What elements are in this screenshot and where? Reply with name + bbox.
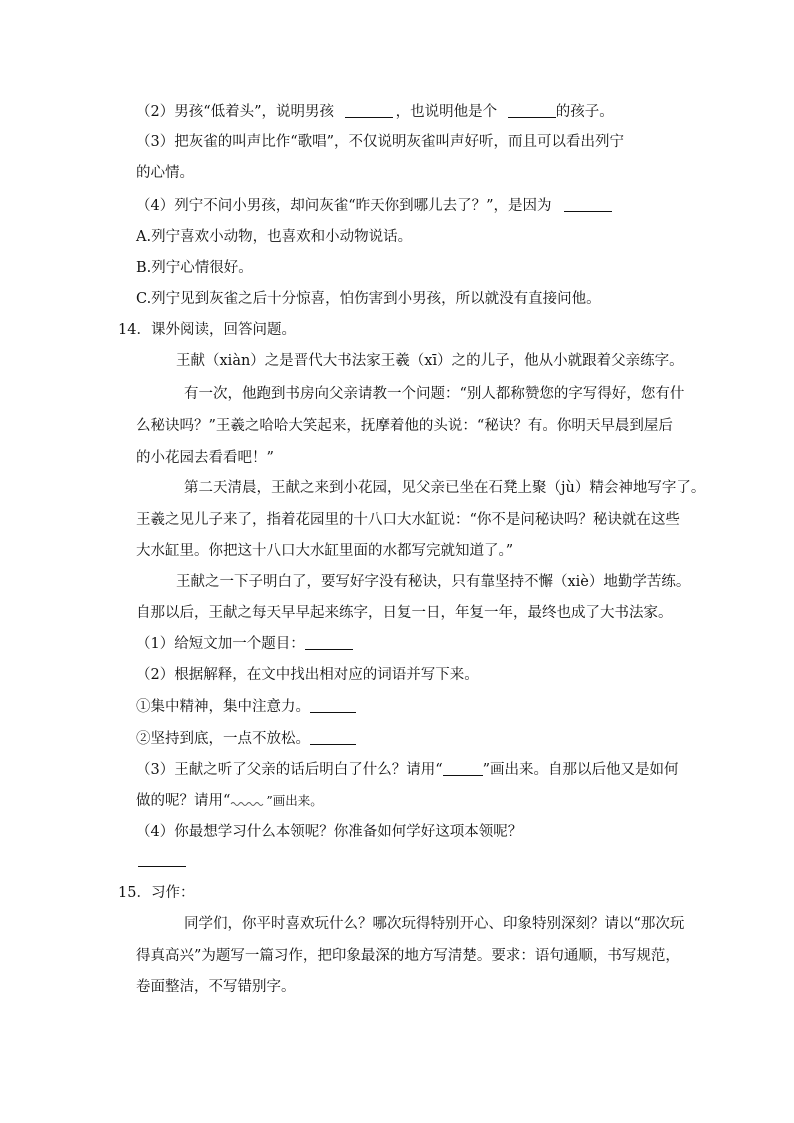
- q13-option-b: B.列宁心情很好。: [136, 260, 253, 276]
- answer-blank: [508, 103, 556, 118]
- answer-blank: [310, 730, 356, 745]
- q13-option-a: A.列宁喜欢小动物，也喜欢和小动物说话。: [136, 229, 413, 245]
- q13-sub4: [136, 196, 612, 216]
- q14-para3-line2: 王羲之见儿子来了，指着花园里的十八口大水缸说：“你不是问秘诀吗？秘诀就在这些: [136, 512, 680, 528]
- q14-sub2-item2: [136, 729, 356, 749]
- q15-line1: 同学们，你平时喜欢玩什么？哪次玩得特别开心、印象特别深刻？请以“那次玩: [184, 916, 685, 932]
- q14-sub3-text-b: ”画出来。自那以后他又是如何: [482, 762, 679, 778]
- q14-para2-line2: 么秘诀吗？”王羲之哈哈大笑起来，抚摩着他的头说：“秘诀？有。你明天早晨到屋后: [136, 418, 673, 434]
- answer-blank: [138, 866, 186, 867]
- q14-para2-line3: 的小花园去看看吧！”: [136, 450, 274, 466]
- q13-sub2-text-b: ，也说明他是个: [395, 104, 498, 120]
- q14-sub1: [136, 634, 353, 654]
- q14-sub3-text-d: ”画出来。: [266, 793, 323, 808]
- q14-para3-line1: 第二天清晨，王献之来到小花园，见父亲已坐在石凳上聚（jù）精会神地写字了。: [184, 480, 706, 496]
- q14-sub2-item1-text: ①集中精神，集中注意力。: [136, 699, 310, 715]
- q14-para4-line1: 王献之一下子明白了，要写好字没有秘诀，只有靠坚持不懈（xiè）地勤学苦练。: [176, 574, 691, 590]
- q15-line2: 得真高兴”为题写一篇习作，把印象最深的地方写清楚。要求：语句通顺，书写规范，: [136, 948, 680, 964]
- answer-blank: [305, 635, 353, 650]
- q14-para1: 王献（xiàn）之是晋代大书法家王羲（xī）之的儿子，他从小就跟着父亲练字。: [176, 353, 684, 369]
- q14-sub3-line1: [136, 760, 679, 780]
- straight-underline-sample: [443, 761, 483, 776]
- q13-sub3-line1: （3）把灰雀的叫声比作“歌唱”，不仅说明灰雀叫声好听，而且可以看出列宁: [136, 134, 625, 150]
- q13-sub2-text-a: （2）男孩“低着头”，说明男孩: [136, 104, 335, 120]
- q14-sub3-line2: [136, 791, 323, 811]
- q14-sub2-item2-text: ②坚持到底，一点不放松。: [136, 731, 310, 747]
- q13-sub2-text-c: 的孩子。: [555, 104, 614, 120]
- q14-para2-line1: 有一次，他跑到书房向父亲请教一个问题：“别人都称赞您的字写得好，您有什: [184, 386, 685, 402]
- q14-sub1-text: （1）给短文加一个题目：: [136, 636, 305, 652]
- q14-heading: 14．课外阅读，回答问题。: [118, 322, 296, 338]
- q14-sub2: （2）根据解释，在文中找出相对应的词语并写下来。: [136, 667, 479, 683]
- q13-sub4-text: （4）列宁不问小男孩，却问灰雀“昨天你到哪儿去了？”，是因为: [136, 198, 552, 214]
- q14-para4-line2: 自那以后，王献之每天早早起来练字，日复一日，年复一年，最终也成了大书法家。: [136, 605, 673, 621]
- wavy-underline-sample: [230, 793, 266, 807]
- q14-sub3-text-c: 做的呢？请用“: [136, 793, 231, 809]
- q13-sub2: [136, 102, 614, 122]
- q13-sub3-line2: 的心情。: [136, 165, 194, 181]
- q13-option-c: C.列宁见到灰雀之后十分惊喜，怕伤害到小男孩，所以就没有直接问他。: [136, 291, 601, 307]
- q15-heading: 15．习作：: [118, 885, 195, 901]
- q14-sub3-text-a: （3）王献之听了父亲的话后明白了什么？请用“: [136, 762, 443, 778]
- answer-blank: [345, 103, 393, 118]
- q15-line3: 卷面整洁，不写错别字。: [136, 979, 296, 995]
- answer-blank: [564, 197, 612, 212]
- q14-para3-line3: 大水缸里。你把这十八口大水缸里面的水都写完就知道了。”: [136, 543, 514, 559]
- q14-sub2-item1: [136, 697, 356, 717]
- q14-sub4: （4）你最想学习什么本领呢？你准备如何学好这项本领呢？: [136, 824, 523, 840]
- answer-blank: [310, 698, 356, 713]
